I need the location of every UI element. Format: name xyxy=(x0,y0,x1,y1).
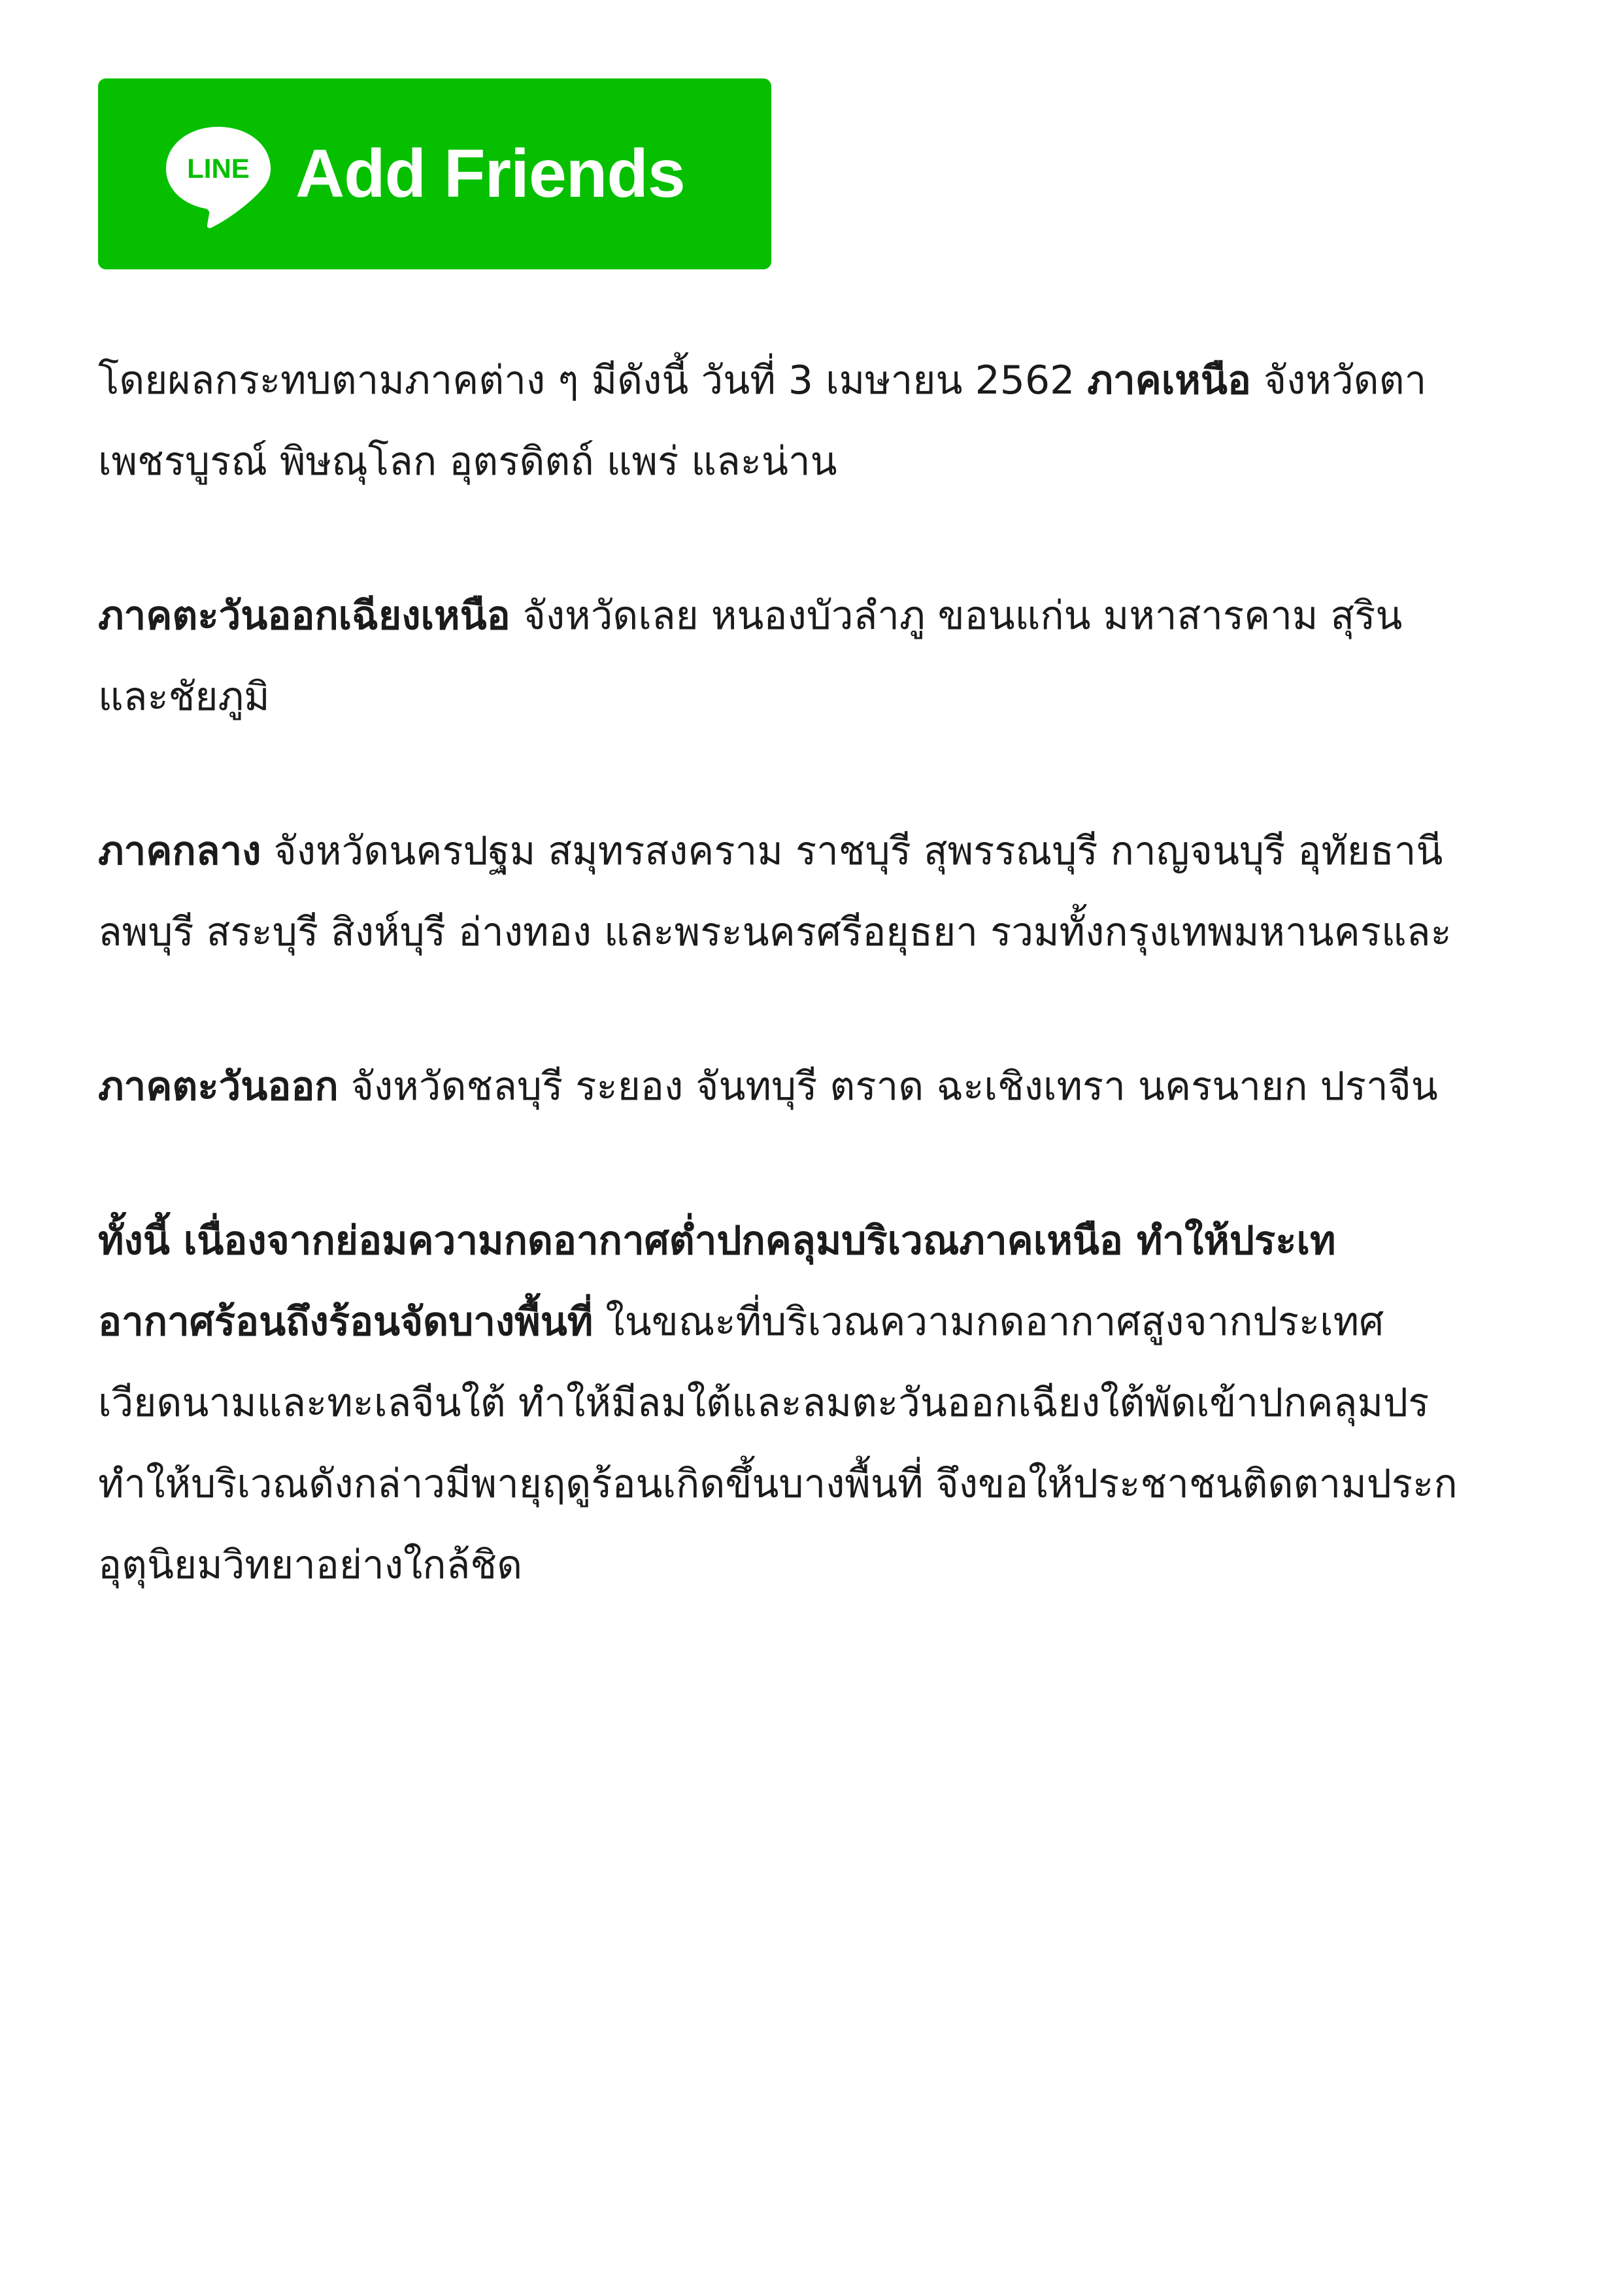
region-heading: ภาคกลาง xyxy=(98,828,261,874)
paragraph-line: และชัยภูมิ xyxy=(98,674,270,720)
paragraph-line xyxy=(98,575,1536,656)
line-logo-text: LINE xyxy=(187,153,250,184)
region-heading: ภาคตะวันออกเฉียงเหนือ xyxy=(98,593,510,639)
paragraph-line xyxy=(98,1281,1536,1362)
region-heading: ภาคเหนือ xyxy=(1087,358,1251,403)
line-add-friends-button[interactable] xyxy=(98,78,771,269)
paragraph-line xyxy=(98,1200,1536,1281)
region-heading: ภาคตะวันออก xyxy=(98,1064,339,1109)
paragraph-north xyxy=(98,340,1536,502)
paragraph-line: ทำให้บริเวณดังกล่าวมีพายุฤดูร้อนเกิดขึ้นบางพื้นที่ จึงขอให้ประชาชนติดตามประก xyxy=(98,1461,1458,1507)
text-span: ในขณะที่บริเวณความกดอากาศสูงจากประเทศ xyxy=(593,1299,1384,1345)
text-span: จังหวัดเลย หนองบัวลำภู ขอนแก่น มหาสารคาม สุริน xyxy=(510,593,1403,639)
add-friends-label: Add Friends xyxy=(295,136,685,212)
paragraph-line: อุตุนิยมวิทยาอย่างใกล้ชิด xyxy=(98,1542,523,1588)
paragraph-northeast xyxy=(98,575,1536,737)
text-span: ทั้งนี้ xyxy=(98,1218,184,1264)
text-span: จังหวัดตา xyxy=(1250,358,1427,403)
text-span: โดยผลกระทบตามภาคต่าง ๆ มีดังนี้ วันที่ 3 เมษายน 2562 xyxy=(98,358,1088,403)
emphasis-text: อากาศร้อนถึงร้อนจัดบางพื้นที่ xyxy=(98,1299,594,1345)
paragraph-line: เพชรบูรณ์ พิษณุโลก อุตรดิตถ์ แพร่ และน่าน xyxy=(98,439,837,484)
paragraph-summary xyxy=(98,1200,1536,1606)
paragraph-central xyxy=(98,811,1536,973)
emphasis-text: เนื่องจากย่อมความกดอากาศต่ำปกคลุมบริเวณภาคเหนือ ทำให้ประเท xyxy=(183,1218,1336,1264)
paragraph-line xyxy=(98,811,1536,892)
paragraph-line xyxy=(98,1046,1536,1127)
line-logo-icon xyxy=(162,123,275,230)
text-span: จังหวัดนครปฐม สมุทรสงคราม ราชบุรี สุพรรณบุรี กาญจนบุรี อุทัยธานี xyxy=(261,828,1443,874)
paragraph-line xyxy=(98,340,1536,421)
paragraph-line: ลพบุรี สระบุรี สิงห์บุรี อ่างทอง และพระนครศรีอยุธยา รวมทั้งกรุงเทพมหานครและ xyxy=(98,909,1452,955)
paragraph-east xyxy=(98,1046,1536,1127)
article-body xyxy=(98,340,1536,1679)
paragraph-line: เวียดนามและทะเลจีนใต้ ทำให้มีลมใต้และลมตะวันออกเฉียงใต้พัดเข้าปกคลุมปร xyxy=(98,1380,1430,1426)
text-span: จังหวัดชลบุรี ระยอง จันทบุรี ตราด ฉะเชิงเทรา นครนายก ปราจีน xyxy=(338,1064,1438,1109)
